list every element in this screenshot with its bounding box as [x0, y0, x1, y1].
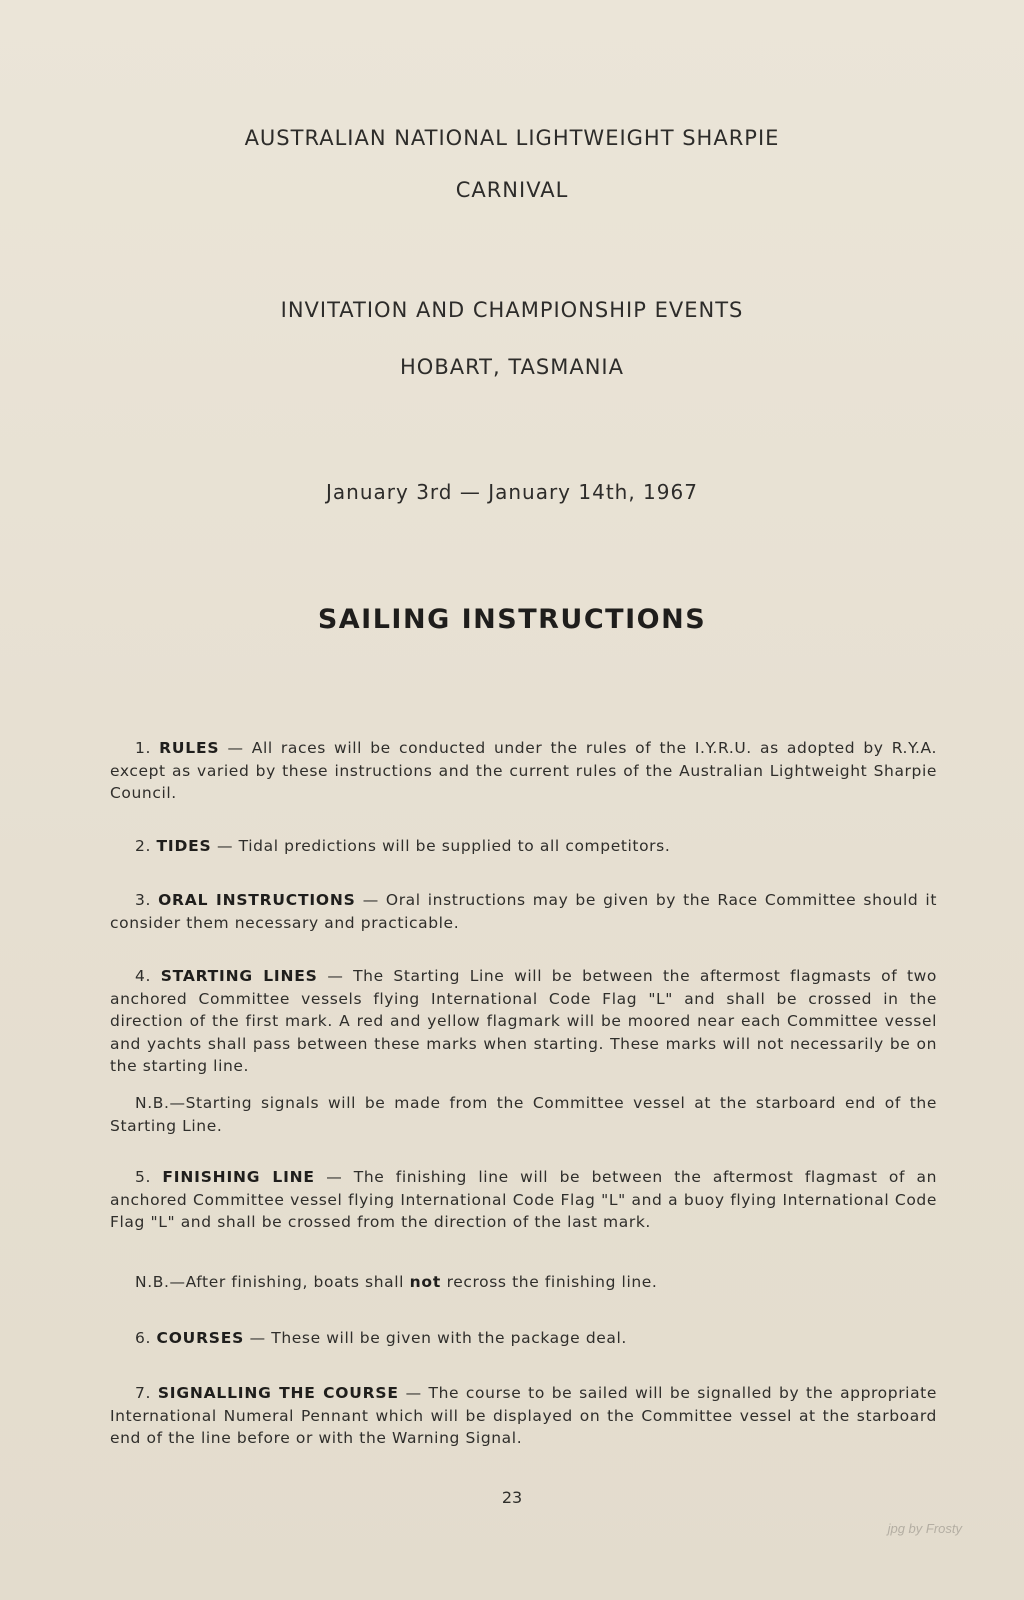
section-label: RULES [159, 739, 220, 757]
section-text: The course to be sailed will be signalled by the appropriate International Numeral Pennant which will be displayed on the Committee vessel at the starboard end of the line before or with the Warning Signal. [110, 1384, 937, 1447]
section-text: Oral instructions may be given by the Race Committee should it consider them necessary and practicable. [110, 891, 937, 932]
section-label: COURSES [156, 1329, 245, 1347]
note-emphasis: not [409, 1273, 442, 1291]
section-oral-instructions [110, 889, 937, 934]
section-courses [110, 1327, 937, 1350]
section-text: Tidal predictions will be supplied to all competitors. [238, 837, 671, 855]
events-heading: INVITATION AND CHAMPIONSHIP EVENTS [280, 298, 744, 322]
finishing-note [110, 1271, 937, 1294]
section-text: The Starting Line will be between the aftermost flagmasts of two anchored Committee vessels flying International Code Flag "L" and shall be crossed in the direction of the first mark. A red and yellow flagmark will be moored near each Committee vessel and yachts shall pass between these marks when starting. These marks will not necessarily be on the starting line. [110, 967, 937, 1075]
section-dash: — [217, 837, 234, 855]
section-text: The finishing line will be between the aftermost flagmast of an anchored Committee vessel flying International Code Flag "L" and a buoy flying International Code Flag "L" and shall be crossed from the direction of the last mark. [110, 1168, 937, 1231]
section-text: All races will be conducted under the rules of the I.Y.R.U. as adopted by R.Y.A. except as varied by these instructions and the current rules of the Australian Lightweight Sharpie Council. [110, 739, 937, 802]
page-number: 23 [501, 1488, 523, 1507]
event-title: AUSTRALIAN NATIONAL LIGHTWEIGHT SHARPIE [244, 126, 780, 150]
section-dash: — [362, 891, 379, 909]
note-text: N.B.—After finishing, boats shall [135, 1273, 405, 1291]
section-starting-lines [110, 965, 937, 1078]
note-text-end: recross the finishing line. [446, 1273, 658, 1291]
section-dash: — [405, 1384, 422, 1402]
section-signalling-course [110, 1382, 937, 1450]
section-rules [110, 737, 937, 805]
document-title: SAILING INSTRUCTIONS [317, 604, 707, 635]
section-label: TIDES [156, 837, 212, 855]
location-heading: HOBART, TASMANIA [400, 355, 624, 379]
section-text: These will be given with the package deal. [271, 1329, 627, 1347]
section-dash: — [249, 1329, 266, 1347]
section-dash: — [227, 739, 244, 757]
section-number: 4. [135, 967, 151, 985]
event-dates: January 3rd — January 14th, 1967 [326, 480, 698, 504]
section-label: ORAL INSTRUCTIONS [158, 891, 356, 909]
section-finishing-line [110, 1166, 937, 1234]
section-label: SIGNALLING THE COURSE [157, 1384, 399, 1402]
section-number: 2. [135, 837, 151, 855]
event-subtitle: CARNIVAL [455, 178, 569, 202]
section-label: STARTING LINES [160, 967, 318, 985]
watermark: jpg by Frosty [887, 1521, 962, 1536]
section-number: 3. [135, 891, 151, 909]
section-number: 7. [135, 1384, 151, 1402]
section-number: 1. [135, 739, 151, 757]
section-dash: — [326, 1168, 343, 1186]
section-number: 6. [135, 1329, 151, 1347]
section-tides [110, 835, 937, 858]
section-number: 5. [135, 1168, 151, 1186]
note-text: N.B.—Starting signals will be made from the Committee vessel at the starboard end of the Starting Line. [110, 1094, 937, 1135]
section-dash: — [327, 967, 344, 985]
starting-note [110, 1092, 937, 1137]
section-label: FINISHING LINE [162, 1168, 315, 1186]
